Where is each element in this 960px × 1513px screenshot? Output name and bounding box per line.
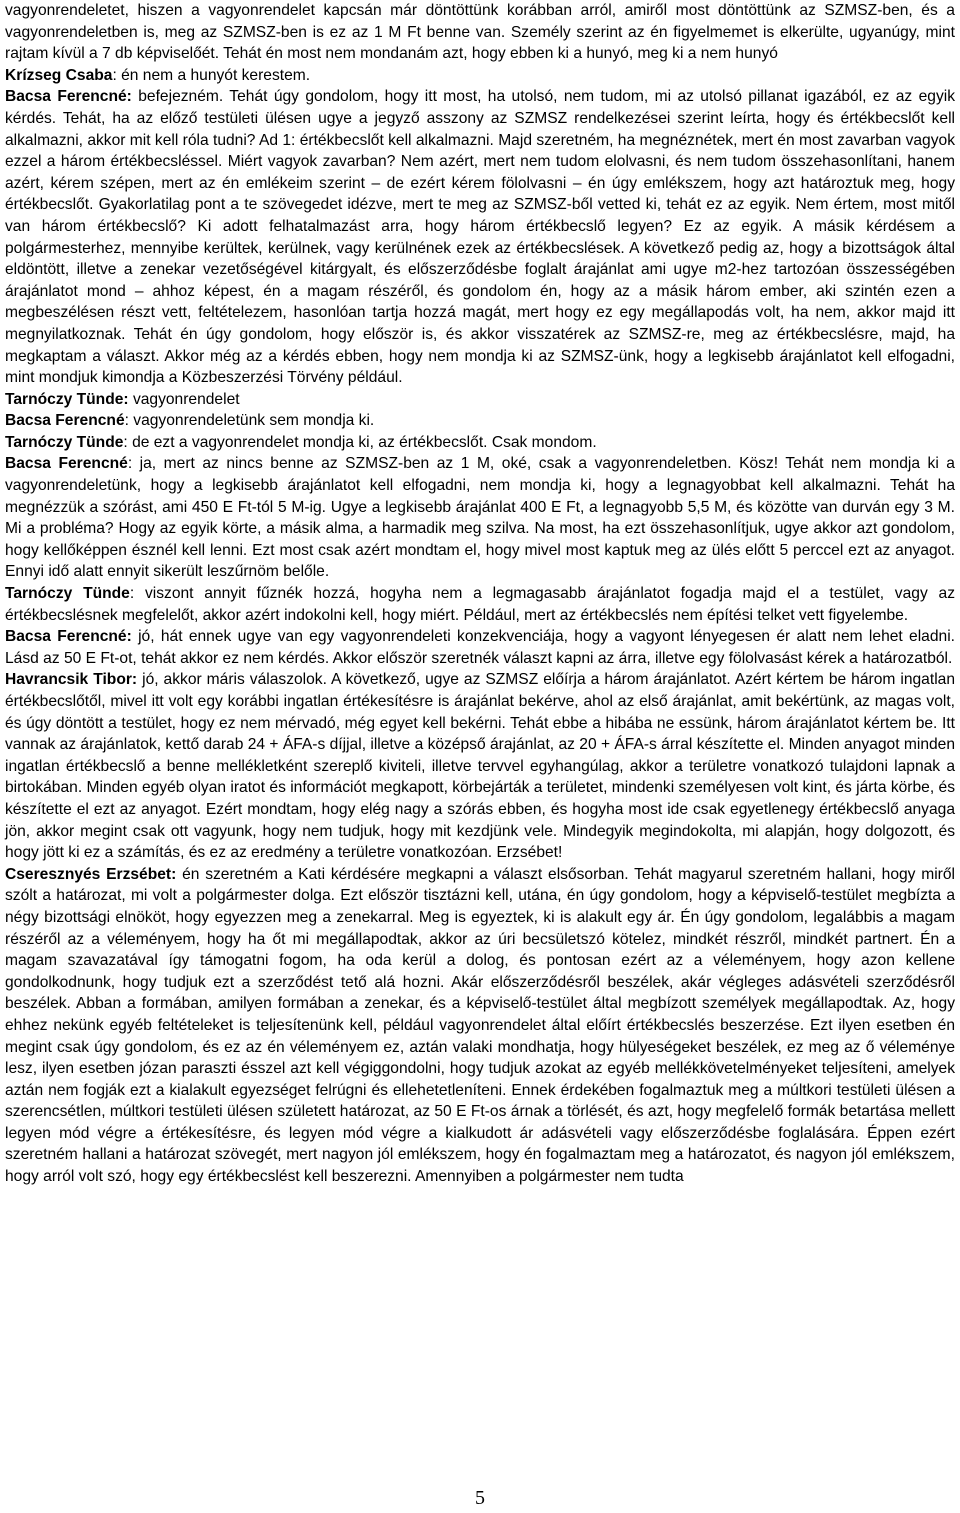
speaker-name: Tarnóczy Tünde: (5, 390, 129, 408)
paragraph: Bacsa Ferencné: ja, mert az nincs benne az SZMSZ-ben az 1 M, oké, csak a vagyonrendeletben. Kösz! Tehát nem mondja ki a vagyonrendeletünk, hogy a legkisebb árajánlatot kell elfogadni, nem mondja ki, hogy a legnagyobbat kell alkalmazni. Tehát ha megnézzük a szórást, ami 450 E Ft-tól 5 M-ig. Ugye a legkisebb árajánlat 400 E Ft, a legnagyobb 5,5 M, és közötte van durván egy 3 M. Mi a probléma? Hogy az egyik körte, a másik alma, a harmadik meg szilva. Na most, ha ezt összehasonlítjuk, ugye akkor azt gondolom, hogy kellőképpen észnél kell lenni. Ezt most csak azért mondtam el, hogy mivel most kaptuk meg az ülés előtt 5 perccel ezt az anyagot. Ennyi idő alatt ennyit sikerült leszűrnöm belőle. (5, 455, 955, 581)
speaker-name: Bacsa Ferencné (5, 412, 125, 430)
paragraph: Havrancsik Tibor: jó, akkor máris válaszolok. A következő, ugye az SZMSZ előírja a három árajánlatot. Azért kértem be három ingatlan értékbecslőtől, mivel itt volt egy korábbi ingatlan értékesítésre is árajánlat bekérve, ahol az első árajánlat, amit bekértünk, az magas volt, és úgy döntött a testület, hogy ez nem mérvadó, még egyet kell bekérni. Tehát ebbe a hibába ne essünk, három árajánlatot kértem be. Itt vannak az árajánlatok, kettő darab 24 + ÁFA-s díjjal, illetve a középső árajánlat, az 20 + ÁFA-s árral készítette el. Minden anyagot minden ingatlan értékbecslő a benne mellékletként szereplő kiviteli, illetve tervvel egyhangúlag, akkor a területre vonatkozó tulajdoni lapnak a birtokában. Minden egyéb olyan iratot és információt megkapott, körbejárták a területet, mindenki személyesen volt kint, és járta körbe, és készítette el ezt az anyagot. Ezért mondtam, hogy elég nagy a szórás ebben, és hogyha most ide csak egyetlenegy értékbecslő anyaga jön, akkor megint csak ott vagyunk, hogy nem tudjuk, hogy mit kezdjünk vele. Mindegyik megindokolta, mi alapján, hogy dolgozott, és hogy jött ki ez a számítás, és ez az eredmény a területre vonatkozóan. Erzsébet! (5, 671, 956, 862)
paragraph: Krízseg Csaba: én nem a hunyót kerestem. (5, 66, 311, 84)
speaker-name: Tarnóczy Tünde (5, 585, 130, 603)
speaker-name: Bacsa Ferencné: (5, 88, 132, 106)
paragraph: Bacsa Ferencné: vagyonrendeletünk sem mondja ki. (5, 412, 375, 430)
page-number: 5 (475, 1487, 485, 1509)
paragraph: vagyonrendeletet, hiszen a vagyonrendelet kapcsán már döntöttünk korábban arról, amiről most döntöttünk az SZMSZ-ben, és a vagyonrendeletben is, meg az SZMSZ-ben is ez az 1 M Ft benne van. Személy szerint az én figyelmemet is elkerülte, ugyanúgy, mint rajtam kívül a 7 db képviselőét. Tehát én most nem mondanám azt, hogy ebben ki a hunyó, meg ki a nem hunyó (5, 2, 955, 63)
document-body (5, 0, 955, 1188)
speaker-name: Tarnóczy Tünde (5, 433, 124, 451)
speaker-name: Havrancsik Tibor: (5, 671, 138, 689)
paragraph: Tarnóczy Tünde: de ezt a vagyonrendelet mondja ki, az értékbecslőt. Csak mondom. (5, 433, 597, 451)
paragraph: Bacsa Ferencné: befejezném. Tehát úgy gondolom, hogy itt most, ha utolsó, nem tudom, mi az utolsó pillanat igazából, ez az egyik kérdés. Tehát, ha az előző testületi ülésen ugye a jegyző asszony az SZMSZ rendelkezései szerint leírta, hogy és értékbecslőt kell alkalmazni, akkor mit kell róla tudni? Ad 1: értékbecslőt kell alkalmazni. Majd szeretném, ha megnéznétek, mert én most zavarban vagyok ezzel a három értékbecsléssel. Miért vagyok zavarban? Nem azért, mert nem tudom elolvasni, és nem tudom összehasonlítani, hanem azért, kérem szépen, mert az én emlékeim szerint – de ezért kérem fölolvasni – én úgy emlékszem, hogy azt határoztuk meg, hogy értékbecslőt. Gyakorlatilag pont a te szövegedet idézve, mert te meg az SZMSZ-ből vetted ki, tehát ez az egyik. Nem értem, most mitől van három értékbecslő? Ki adott felhatalmazást arra, hogy három értékbecslő legyen? Ez az egyik. A másik kérdésem a polgármesterhez, mennyibe kerültek, kerülnek, vagy kerülnének ezek az értékbecslések. A következő pedig az, hogy a bizottságok által eldöntött, illetve a zenekar vezetőségével kitárgyalt, és előszerződésbe foglalt árajánlat ami ugye m2-hez tartozóan összességében árajánlatot mond – ahhoz képest, én a magam részéről, és gondolom én, hogy az a másik három ember, aki szintén ezen a megbeszélésen részt vett, feltételezem, hasonlóan tartja hozzá magát, mert hogy ez egy megállapodás volt, ha nem, akkor majd itt megnyilatkoznak. Tehát én úgy gondolom, hogy először is, és akkor visszatérek az SZMSZ-re, meg az értékbecslésre, majd, ha megkaptam a választ. Akkor még az a kérdés ebben, hogy nem mondja ki az SZMSZ-ünk, hogy a legkisebb árajánlatot kell elfogadni, mint mondjuk kimondja a Közbeszerzési Törvény például. (5, 88, 956, 387)
speaker-name: Bacsa Ferencné: (5, 628, 132, 646)
speaker-name: Bacsa Ferencné (5, 455, 128, 473)
speaker-name: Krízseg Csaba (5, 66, 113, 84)
speaker-name: Cseresznyés Erzsébet: (5, 865, 177, 883)
paragraph: Bacsa Ferencné: jó, hát ennek ugye van egy vagyonrendeleti konzekvenciája, hogy a vagyont lényegesen ér alatt nem lehet eladni. Lásd az 50 E Ft-ot, tehát akkor ez nem kérdés. Akkor először szeretnék választ kapni az árra, illetve egy fölolvasást kérek a határozatból. (5, 628, 955, 667)
paragraph: Tarnóczy Tünde: vagyonrendelet (5, 390, 240, 408)
paragraph: Tarnóczy Tünde: viszont annyit fűznék hozzá, hogyha nem a legmagasabb árajánlatot fogadja majd el a testület, vagy az értékbecslésnek megfelelőt, akkor azért indokolni kell, hogy miért. Például, mert az értékbecslés nem építési telket vett figyelembe. (5, 585, 955, 624)
paragraph: Cseresznyés Erzsébet: én szeretném a Kati kérdésére megkapni a választ elsősorban. Tehát magyarul szeretném hallani, hogy miről szólt a határozat, mi volt a polgármester dolga. Ezt először tisztázni kell, utána, én úgy gondolom, hogy a képviselő-testület megbízta a négy bizottsági elnököt, hogy egyezzen meg a zenekarral. Meg is egyeztek, ki is alakult egy ár. Én úgy gondolom, legalábbis a magam részéről az a véleményem, hogy ha őt mi megállapodtak, akkor az úri becsületszó kötelez, mindkét részről, mindkét partnert. Én a magam szavazatával így támogatni fogom, ha oda kerül a dolog, és pontosan ezért az a véleményem, hogy azon kellene gondolkodnunk, hogy tudjuk ezt a szerződést tető alá hozni. Akár előszerződésről beszélek, akár végleges adásvételi szerződésről beszélek. Abban a formában, amilyen formában a zenekar, és a képviselő-testület által megbízott személyek megállapodtak. Az, hogy ehhez nekünk egyéb feltételeket is teljesítenünk kell, például vagyonrendelet által előírt értékbecslés beszerzése. Ezt ilyen esetben én megint csak úgy gondolom, és ez az én véleményem ez, aztán valaki mondhatja, hogy hülyeségeket beszélek, ez meg az ő véleménye lesz, ilyen esetben józan paraszti ésszel azt kell végiggondolni, hogy tudjuk azokat az egyéb mellékkövetelményeket teljesíteni, amelyek aztán nem fogják ezt a kialakult egyezséget felrúgni és ellehetetleníteni. Ennek érdekében fogalmaztuk meg a múltkori testületi ülésen a szerencsétlen, múltkori testületi ülésen született határozat, az 50 E Ft-os árnak a törlését, és azt, hogy megfelelő formák betartása mellett legyen mód végre a értékesítésre, és legyen mód végre a kialkudott ár adásvételi vagy előszerződésbe foglalására. Éppen ezért szeretném hallani a határozat szövegét, mert nagyon jól emlékszem, hogy én fogalmaztam meg a határozatot, és nagyon jól emlékszem, hogy arról volt szó, hogy egy értékbecslést kell beszerezni. Amennyiben a polgármester nem tudta (5, 865, 956, 1186)
